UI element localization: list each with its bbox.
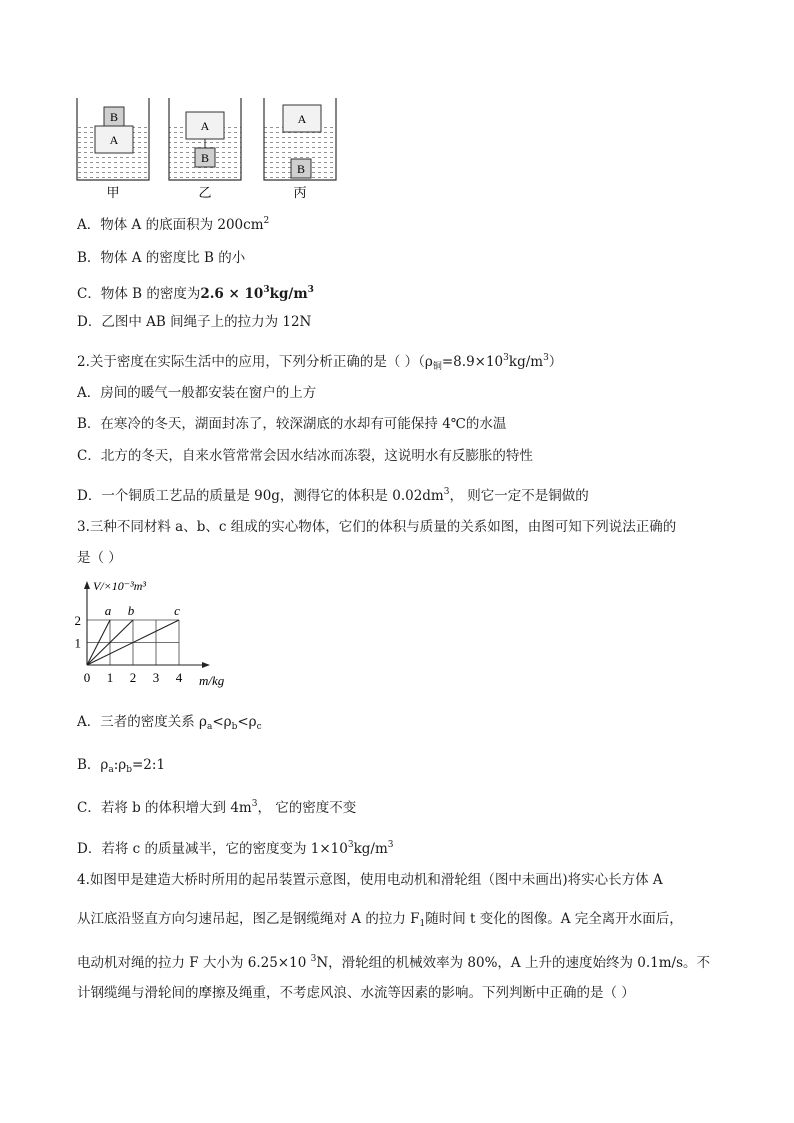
x-tick-label: 0 [83, 670, 91, 685]
x-tick-label: 3 [152, 670, 160, 685]
svg-text:B: B [109, 110, 119, 124]
y-tick-label: 1 [74, 635, 81, 651]
q2-option-a: A．房间的暖气一般都安装在窗户的上方 [77, 385, 317, 401]
q2-option-d: D．一个铜质工艺品的质量是 90g，测得它的体积是 $0.02dm^3$， 则它一定不是铜做的 [77, 487, 589, 504]
container-jia [77, 98, 149, 180]
series-label-b: b [127, 603, 135, 618]
x-tick-label: 1 [106, 670, 114, 685]
q4-stem-line2: 从江底沿竖直方向匀速吊起，图乙是钢缆绳对 A 的拉力 $F_1$随时间 t 变化的图像。A 完全离开水面后， [77, 911, 683, 929]
series-label-a: a [104, 603, 112, 618]
label-jia: 甲 [106, 185, 120, 200]
q1-option-a: A．物体 A 的底面积为 $200cm^2$ [77, 216, 270, 233]
q2-stem: 2.关于密度在实际生活中的应用，下列分析正确的是（ ）$(\rho_铜=8.9\times 10^3kg/m^3)$ [77, 353, 563, 372]
svg-text:A: A [109, 133, 119, 147]
q4-stem-line4: 计钢缆绳与滑轮间的摩擦及绳重，不考虑风浪、水流等因素的影响。下列判断中正确的是（ ） [77, 985, 635, 1001]
label-yi: 乙 [198, 185, 212, 200]
containers-figure [0, 0, 794, 205]
svg-text:A: A [297, 112, 307, 126]
q1-option-d: D．乙图中 AB 间绳子上的拉力为 12N [77, 314, 312, 330]
q1-option-c: C．物体 B 的密度为$2.6 \times 10^3kg/m^3$ [77, 285, 314, 302]
q2-option-c: C．北方的冬天，自来水管常常会因水结冰而冻裂，这说明水有反膨胀的特性 [77, 448, 533, 464]
q3-option-b: B．$\rho_a:\rho_b=2:1$ [77, 757, 166, 775]
q4-stem-line1: 4.如图甲是建造大桥时所用的起吊装置示意图，使用电动机和滑轮组（图中未画出)将实心长方体 A [77, 872, 663, 888]
svg-text:A: A [200, 119, 210, 133]
x-tick-label: 4 [175, 670, 183, 685]
label-bing: 丙 [293, 185, 307, 200]
svg-text:B: B [200, 151, 210, 165]
y-axis-arrow [84, 581, 90, 589]
q3-stem-line1: 3.三种不同材料 a、b、c 组成的实心物体，它们的体积与质量的关系如图，由图可知下列说法正确的 [77, 519, 677, 535]
container-bing [264, 98, 336, 180]
q3-option-a: A．三者的密度关系 $\rho_a<\rho_b<\rho_c$ [77, 714, 262, 732]
q3-stem-line2: 是（ ） [77, 550, 122, 566]
q3-option-c: C．若将 b 的体积增大到 $4m^3$， 它的密度不变 [77, 799, 357, 816]
q1-option-b: B．物体 A 的密度比 B 的小 [77, 250, 246, 266]
svg-text:B: B [296, 162, 306, 176]
y-tick-label: 2 [74, 613, 81, 628]
x-axis-arrow [202, 662, 210, 668]
volume-mass-chart [68, 578, 268, 696]
y-axis-label: V/×10⁻³m³ [93, 579, 146, 593]
q3-option-d: D．若将 c 的质量减半，它的密度变为 $1\times 10^3kg/m^3$ [77, 840, 394, 857]
q2-option-b: B．在寒冷的冬天，湖面封冻了，较深湖底的水却有可能保持 4℃的水温 [77, 416, 507, 432]
x-tick-label: 2 [129, 670, 137, 685]
q4-stem-line3: 电动机对绳的拉力 F 大小为 6.25×10 $^3$N，滑轮组的机械效率为 80%，A 上升的速度始终为 0.1m/s。不 [77, 954, 711, 971]
series-label-c: c [174, 603, 180, 618]
container-yi [169, 98, 241, 180]
x-axis-label: m/kg [199, 673, 225, 688]
